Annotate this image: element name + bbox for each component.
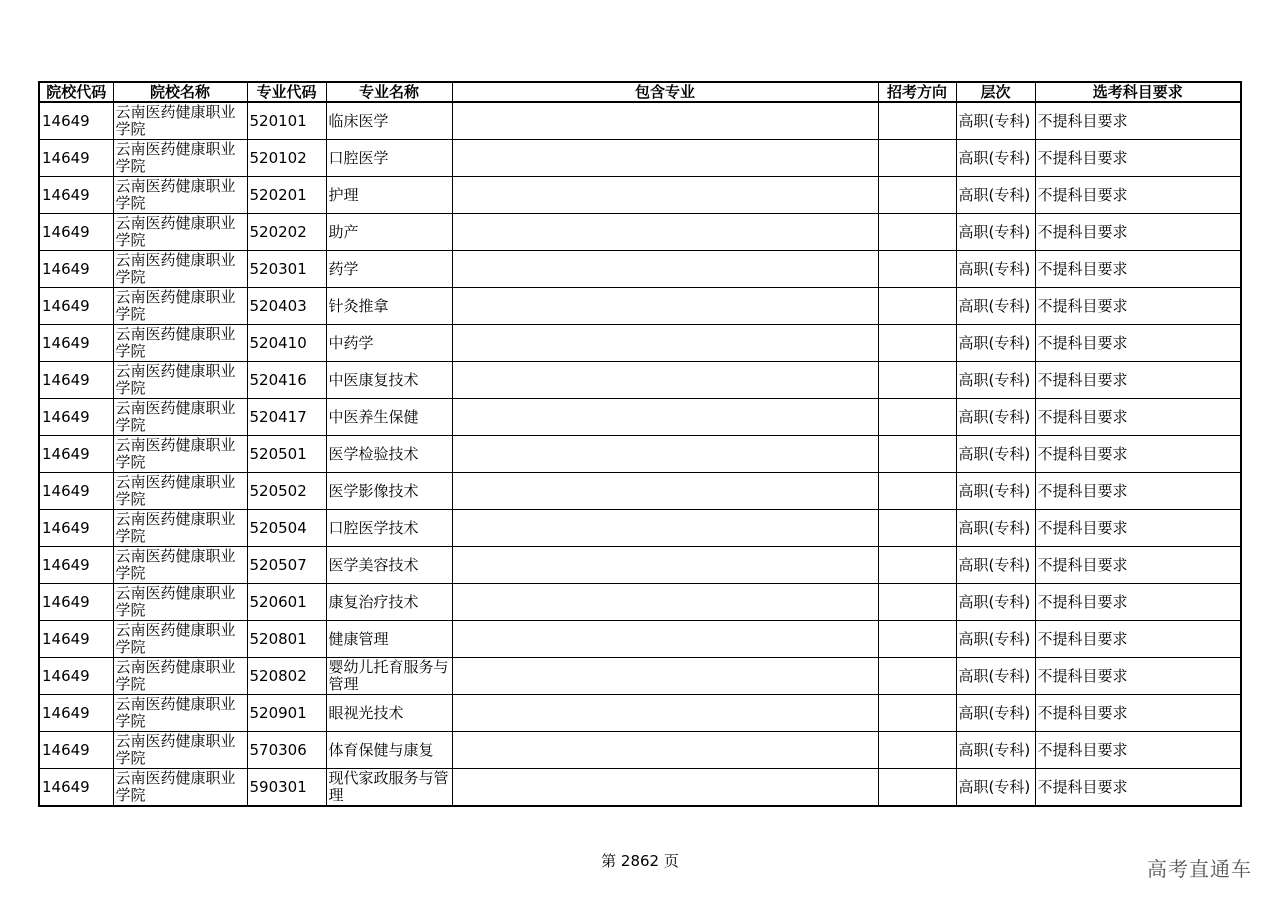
cell-school-name: 云南医药健康职业学院 — [113, 214, 247, 251]
cell-school-code: 14649 — [39, 695, 113, 732]
table-row — [39, 288, 1241, 325]
cell-school-name: 云南医药健康职业学院 — [113, 695, 247, 732]
cell-school-code: 14649 — [39, 621, 113, 658]
page-number: 第 2862 页 — [601, 852, 679, 870]
cell-school-code: 14649 — [39, 288, 113, 325]
cell-school-code: 14649 — [39, 473, 113, 510]
cell-included-majors — [452, 584, 878, 621]
cell-included-majors — [452, 251, 878, 288]
cell-school-code: 14649 — [39, 769, 113, 807]
cell-major-code: 520201 — [247, 177, 326, 214]
cell-major-name: 临床医学 — [326, 102, 452, 140]
cell-major-code: 570306 — [247, 732, 326, 769]
cell-school-code: 14649 — [39, 658, 113, 695]
cell-major-name: 体育保健与康复 — [326, 732, 452, 769]
cell-school-name: 云南医药健康职业学院 — [113, 584, 247, 621]
cell-included-majors — [452, 288, 878, 325]
cell-subject-requirement: 不提科目要求 — [1035, 399, 1241, 436]
cell-included-majors — [452, 473, 878, 510]
cell-school-name: 云南医药健康职业学院 — [113, 510, 247, 547]
cell-subject-requirement: 不提科目要求 — [1035, 769, 1241, 807]
cell-major-name: 中医康复技术 — [326, 362, 452, 399]
table-row — [39, 102, 1241, 140]
cell-school-name: 云南医药健康职业学院 — [113, 288, 247, 325]
cell-major-code: 520301 — [247, 251, 326, 288]
header-included-majors: 包含专业 — [452, 82, 878, 102]
cell-included-majors — [452, 695, 878, 732]
cell-level: 高职(专科) — [956, 732, 1035, 769]
table-row — [39, 251, 1241, 288]
cell-level: 高职(专科) — [956, 214, 1035, 251]
cell-major-code: 520202 — [247, 214, 326, 251]
header-major-name: 专业名称 — [326, 82, 452, 102]
cell-subject-requirement: 不提科目要求 — [1035, 362, 1241, 399]
cell-major-name: 医学检验技术 — [326, 436, 452, 473]
cell-school-code: 14649 — [39, 177, 113, 214]
cell-direction — [878, 436, 956, 473]
cell-subject-requirement: 不提科目要求 — [1035, 658, 1241, 695]
cell-subject-requirement: 不提科目要求 — [1035, 214, 1241, 251]
table-row — [39, 436, 1241, 473]
cell-direction — [878, 584, 956, 621]
cell-direction — [878, 362, 956, 399]
cell-major-name: 中医养生保健 — [326, 399, 452, 436]
cell-school-name: 云南医药健康职业学院 — [113, 399, 247, 436]
cell-level: 高职(专科) — [956, 621, 1035, 658]
header-direction: 招考方向 — [878, 82, 956, 102]
cell-level: 高职(专科) — [956, 325, 1035, 362]
cell-level: 高职(专科) — [956, 510, 1035, 547]
cell-direction — [878, 695, 956, 732]
table-row — [39, 584, 1241, 621]
cell-major-name: 护理 — [326, 177, 452, 214]
table-row — [39, 547, 1241, 584]
cell-level: 高职(专科) — [956, 362, 1035, 399]
enrollment-table — [38, 81, 1242, 807]
cell-included-majors — [452, 325, 878, 362]
cell-included-majors — [452, 140, 878, 177]
table-row — [39, 658, 1241, 695]
cell-level: 高职(专科) — [956, 251, 1035, 288]
cell-school-name: 云南医药健康职业学院 — [113, 621, 247, 658]
cell-level: 高职(专科) — [956, 473, 1035, 510]
cell-level: 高职(专科) — [956, 658, 1035, 695]
cell-subject-requirement: 不提科目要求 — [1035, 288, 1241, 325]
cell-major-name: 中药学 — [326, 325, 452, 362]
cell-major-code: 590301 — [247, 769, 326, 807]
cell-direction — [878, 214, 956, 251]
table-row — [39, 732, 1241, 769]
header-school-name: 院校名称 — [113, 82, 247, 102]
table-row — [39, 399, 1241, 436]
cell-major-code: 520501 — [247, 436, 326, 473]
cell-level: 高职(专科) — [956, 177, 1035, 214]
cell-school-code: 14649 — [39, 584, 113, 621]
cell-subject-requirement: 不提科目要求 — [1035, 510, 1241, 547]
cell-school-code: 14649 — [39, 399, 113, 436]
cell-direction — [878, 251, 956, 288]
cell-major-code: 520403 — [247, 288, 326, 325]
cell-subject-requirement: 不提科目要求 — [1035, 621, 1241, 658]
cell-major-name: 现代家政服务与管理 — [326, 769, 452, 807]
cell-school-code: 14649 — [39, 214, 113, 251]
cell-school-name: 云南医药健康职业学院 — [113, 177, 247, 214]
cell-major-code: 520101 — [247, 102, 326, 140]
cell-included-majors — [452, 510, 878, 547]
table-row — [39, 214, 1241, 251]
cell-major-name: 婴幼儿托育服务与管理 — [326, 658, 452, 695]
table-row — [39, 325, 1241, 362]
table-row — [39, 473, 1241, 510]
cell-major-name: 助产 — [326, 214, 452, 251]
cell-direction — [878, 102, 956, 140]
cell-level: 高职(专科) — [956, 695, 1035, 732]
table-row — [39, 769, 1241, 807]
cell-school-code: 14649 — [39, 102, 113, 140]
cell-major-code: 520901 — [247, 695, 326, 732]
cell-major-code: 520504 — [247, 510, 326, 547]
cell-major-name: 眼视光技术 — [326, 695, 452, 732]
cell-direction — [878, 732, 956, 769]
cell-school-name: 云南医药健康职业学院 — [113, 140, 247, 177]
cell-direction — [878, 288, 956, 325]
watermark: 高考直通车 — [1147, 857, 1252, 881]
header-school-code: 院校代码 — [39, 82, 113, 102]
cell-direction — [878, 621, 956, 658]
cell-major-name: 药学 — [326, 251, 452, 288]
cell-major-name: 康复治疗技术 — [326, 584, 452, 621]
header-row — [39, 82, 1241, 102]
cell-school-code: 14649 — [39, 325, 113, 362]
cell-school-code: 14649 — [39, 251, 113, 288]
table-row — [39, 621, 1241, 658]
cell-subject-requirement: 不提科目要求 — [1035, 732, 1241, 769]
cell-direction — [878, 769, 956, 807]
cell-major-name: 口腔医学 — [326, 140, 452, 177]
cell-direction — [878, 325, 956, 362]
cell-included-majors — [452, 621, 878, 658]
cell-school-name: 云南医药健康职业学院 — [113, 362, 247, 399]
cell-school-name: 云南医药健康职业学院 — [113, 436, 247, 473]
cell-subject-requirement: 不提科目要求 — [1035, 547, 1241, 584]
cell-major-code: 520802 — [247, 658, 326, 695]
cell-school-code: 14649 — [39, 547, 113, 584]
cell-major-code: 520416 — [247, 362, 326, 399]
cell-subject-requirement: 不提科目要求 — [1035, 325, 1241, 362]
cell-level: 高职(专科) — [956, 288, 1035, 325]
cell-direction — [878, 140, 956, 177]
cell-major-code: 520417 — [247, 399, 326, 436]
cell-level: 高职(专科) — [956, 102, 1035, 140]
cell-subject-requirement: 不提科目要求 — [1035, 102, 1241, 140]
cell-included-majors — [452, 436, 878, 473]
cell-school-name: 云南医药健康职业学院 — [113, 473, 247, 510]
cell-included-majors — [452, 362, 878, 399]
cell-major-name: 口腔医学技术 — [326, 510, 452, 547]
table-row — [39, 695, 1241, 732]
cell-major-name: 医学美容技术 — [326, 547, 452, 584]
table-row — [39, 177, 1241, 214]
cell-subject-requirement: 不提科目要求 — [1035, 584, 1241, 621]
cell-subject-requirement: 不提科目要求 — [1035, 695, 1241, 732]
cell-major-name: 针灸推拿 — [326, 288, 452, 325]
cell-direction — [878, 399, 956, 436]
cell-subject-requirement: 不提科目要求 — [1035, 436, 1241, 473]
cell-subject-requirement: 不提科目要求 — [1035, 473, 1241, 510]
cell-subject-requirement: 不提科目要求 — [1035, 177, 1241, 214]
cell-included-majors — [452, 177, 878, 214]
cell-major-name: 健康管理 — [326, 621, 452, 658]
cell-school-code: 14649 — [39, 510, 113, 547]
cell-included-majors — [452, 769, 878, 807]
cell-level: 高职(专科) — [956, 584, 1035, 621]
header-level: 层次 — [956, 82, 1035, 102]
cell-level: 高职(专科) — [956, 140, 1035, 177]
cell-school-name: 云南医药健康职业学院 — [113, 251, 247, 288]
cell-included-majors — [452, 658, 878, 695]
cell-subject-requirement: 不提科目要求 — [1035, 251, 1241, 288]
header-subject-requirement: 选考科目要求 — [1035, 82, 1241, 102]
cell-level: 高职(专科) — [956, 399, 1035, 436]
cell-included-majors — [452, 547, 878, 584]
cell-school-code: 14649 — [39, 436, 113, 473]
cell-school-name: 云南医药健康职业学院 — [113, 732, 247, 769]
cell-school-name: 云南医药健康职业学院 — [113, 325, 247, 362]
cell-major-code: 520601 — [247, 584, 326, 621]
cell-direction — [878, 547, 956, 584]
table-row — [39, 510, 1241, 547]
cell-level: 高职(专科) — [956, 547, 1035, 584]
cell-included-majors — [452, 732, 878, 769]
cell-school-name: 云南医药健康职业学院 — [113, 102, 247, 140]
cell-school-name: 云南医药健康职业学院 — [113, 658, 247, 695]
cell-direction — [878, 177, 956, 214]
cell-level: 高职(专科) — [956, 436, 1035, 473]
cell-direction — [878, 510, 956, 547]
cell-major-code: 520801 — [247, 621, 326, 658]
cell-included-majors — [452, 214, 878, 251]
cell-major-code: 520410 — [247, 325, 326, 362]
cell-major-code: 520507 — [247, 547, 326, 584]
cell-major-name: 医学影像技术 — [326, 473, 452, 510]
cell-major-code: 520502 — [247, 473, 326, 510]
cell-major-code: 520102 — [247, 140, 326, 177]
cell-school-name: 云南医药健康职业学院 — [113, 769, 247, 807]
cell-school-name: 云南医药健康职业学院 — [113, 547, 247, 584]
cell-level: 高职(专科) — [956, 769, 1035, 807]
cell-direction — [878, 473, 956, 510]
header-major-code: 专业代码 — [247, 82, 326, 102]
cell-direction — [878, 658, 956, 695]
cell-school-code: 14649 — [39, 362, 113, 399]
cell-subject-requirement: 不提科目要求 — [1035, 140, 1241, 177]
cell-included-majors — [452, 102, 878, 140]
cell-school-code: 14649 — [39, 140, 113, 177]
table-row — [39, 362, 1241, 399]
cell-school-code: 14649 — [39, 732, 113, 769]
table-row — [39, 140, 1241, 177]
cell-included-majors — [452, 399, 878, 436]
